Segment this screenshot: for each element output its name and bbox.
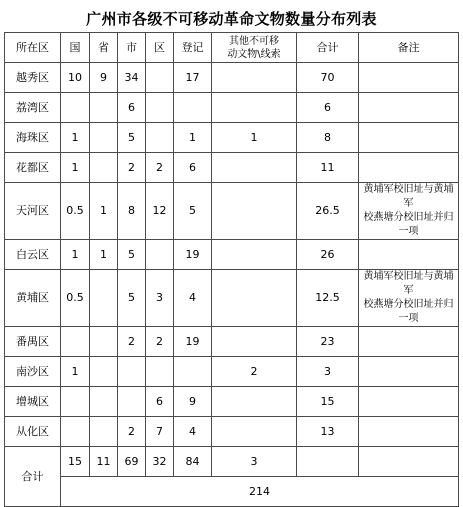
count-cell: 2 bbox=[118, 153, 146, 183]
count-cell: 0.5 bbox=[61, 270, 90, 327]
count-cell bbox=[212, 270, 297, 327]
count-cell: 1 bbox=[61, 357, 90, 387]
count-cell: 6 bbox=[118, 93, 146, 123]
count-cell: 26 bbox=[297, 240, 359, 270]
count-cell: 2 bbox=[212, 357, 297, 387]
count-cell: 19 bbox=[174, 240, 212, 270]
header-cell: 所在区 bbox=[5, 33, 61, 63]
count-cell bbox=[61, 327, 90, 357]
total-cell bbox=[297, 447, 359, 477]
note-cell bbox=[359, 357, 459, 387]
note-cell bbox=[359, 63, 459, 93]
count-cell: 0.5 bbox=[61, 183, 90, 240]
total-cell: 15 bbox=[61, 447, 90, 477]
table-row bbox=[5, 153, 459, 183]
header-cell: 备注 bbox=[359, 33, 459, 63]
count-cell: 5 bbox=[174, 183, 212, 240]
relic-distribution-table bbox=[4, 32, 459, 507]
count-cell: 2 bbox=[118, 327, 146, 357]
district-cell: 越秀区 bbox=[5, 63, 61, 93]
count-cell bbox=[174, 357, 212, 387]
district-cell: 从化区 bbox=[5, 417, 61, 447]
count-cell bbox=[90, 93, 118, 123]
count-cell: 1 bbox=[174, 123, 212, 153]
count-cell bbox=[90, 357, 118, 387]
note-cell: 黄埔军校旧址与黄埔军 校燕塘分校旧址并归 一项 bbox=[359, 270, 459, 327]
count-cell bbox=[146, 123, 174, 153]
header-cell: 合计 bbox=[297, 33, 359, 63]
count-cell bbox=[90, 417, 118, 447]
count-cell bbox=[61, 417, 90, 447]
header-row bbox=[5, 33, 459, 63]
total-cell: 84 bbox=[174, 447, 212, 477]
header-cell: 其他不可移 动文物\线索 bbox=[212, 33, 297, 63]
table-row bbox=[5, 327, 459, 357]
district-cell: 海珠区 bbox=[5, 123, 61, 153]
count-cell: 2 bbox=[118, 417, 146, 447]
note-cell bbox=[359, 153, 459, 183]
count-cell: 70 bbox=[297, 63, 359, 93]
count-cell: 1 bbox=[61, 123, 90, 153]
count-cell bbox=[212, 63, 297, 93]
district-cell: 番禺区 bbox=[5, 327, 61, 357]
count-cell bbox=[90, 387, 118, 417]
district-cell: 花都区 bbox=[5, 153, 61, 183]
count-cell: 4 bbox=[174, 417, 212, 447]
count-cell: 2 bbox=[146, 327, 174, 357]
count-cell: 6 bbox=[174, 153, 212, 183]
table-row bbox=[5, 387, 459, 417]
count-cell: 7 bbox=[146, 417, 174, 447]
count-cell: 9 bbox=[90, 63, 118, 93]
total-cell: 3 bbox=[212, 447, 297, 477]
count-cell: 17 bbox=[174, 63, 212, 93]
table-row bbox=[5, 93, 459, 123]
header-cell: 国 bbox=[61, 33, 90, 63]
total-cell: 32 bbox=[146, 447, 174, 477]
count-cell: 3 bbox=[146, 270, 174, 327]
count-cell: 26.5 bbox=[297, 183, 359, 240]
header-cell: 市 bbox=[118, 33, 146, 63]
count-cell bbox=[212, 153, 297, 183]
count-cell bbox=[146, 357, 174, 387]
count-cell: 23 bbox=[297, 327, 359, 357]
count-cell: 1 bbox=[90, 183, 118, 240]
note-cell bbox=[359, 93, 459, 123]
count-cell: 1 bbox=[90, 240, 118, 270]
count-cell bbox=[212, 93, 297, 123]
count-cell bbox=[146, 240, 174, 270]
table-row bbox=[5, 240, 459, 270]
district-cell: 南沙区 bbox=[5, 357, 61, 387]
district-cell: 增城区 bbox=[5, 387, 61, 417]
table-row bbox=[5, 63, 459, 93]
header-cell: 登记 bbox=[174, 33, 212, 63]
header-cell: 省 bbox=[90, 33, 118, 63]
count-cell bbox=[118, 387, 146, 417]
count-cell bbox=[174, 93, 212, 123]
note-cell bbox=[359, 327, 459, 357]
district-cell: 白云区 bbox=[5, 240, 61, 270]
count-cell bbox=[212, 183, 297, 240]
count-cell bbox=[212, 327, 297, 357]
district-cell: 荔湾区 bbox=[5, 93, 61, 123]
count-cell bbox=[90, 123, 118, 153]
count-cell: 12 bbox=[146, 183, 174, 240]
table-row bbox=[5, 270, 459, 327]
count-cell bbox=[61, 387, 90, 417]
count-cell: 11 bbox=[297, 153, 359, 183]
count-cell: 5 bbox=[118, 240, 146, 270]
count-cell: 9 bbox=[174, 387, 212, 417]
totals-label: 合计 bbox=[5, 447, 61, 507]
note-cell bbox=[359, 240, 459, 270]
table-row bbox=[5, 417, 459, 447]
count-cell: 8 bbox=[297, 123, 359, 153]
count-cell: 3 bbox=[297, 357, 359, 387]
count-cell bbox=[212, 387, 297, 417]
count-cell: 2 bbox=[146, 153, 174, 183]
count-cell bbox=[146, 93, 174, 123]
count-cell: 19 bbox=[174, 327, 212, 357]
count-cell bbox=[118, 357, 146, 387]
count-cell: 1 bbox=[61, 240, 90, 270]
count-cell: 6 bbox=[146, 387, 174, 417]
count-cell bbox=[90, 153, 118, 183]
count-cell: 8 bbox=[118, 183, 146, 240]
district-cell: 天河区 bbox=[5, 183, 61, 240]
district-cell: 黄埔区 bbox=[5, 270, 61, 327]
total-cell: 69 bbox=[118, 447, 146, 477]
grand-total: 214 bbox=[61, 477, 459, 507]
count-cell: 1 bbox=[212, 123, 297, 153]
totals-row bbox=[5, 447, 459, 477]
page-title: 广州市各级不可移动革命文物数量分布列表 bbox=[86, 10, 377, 28]
count-cell: 4 bbox=[174, 270, 212, 327]
count-cell: 10 bbox=[61, 63, 90, 93]
table-row bbox=[5, 123, 459, 153]
count-cell bbox=[90, 327, 118, 357]
note-cell bbox=[359, 123, 459, 153]
total-cell bbox=[359, 447, 459, 477]
count-cell: 6 bbox=[297, 93, 359, 123]
count-cell: 15 bbox=[297, 387, 359, 417]
count-cell bbox=[146, 63, 174, 93]
table-row bbox=[5, 183, 459, 240]
grand-total-row bbox=[5, 477, 459, 507]
count-cell: 5 bbox=[118, 270, 146, 327]
header-cell: 区 bbox=[146, 33, 174, 63]
note-cell bbox=[359, 387, 459, 417]
count-cell: 12.5 bbox=[297, 270, 359, 327]
total-cell: 11 bbox=[90, 447, 118, 477]
count-cell bbox=[61, 93, 90, 123]
note-cell: 黄埔军校旧址与黄埔军 校燕塘分校旧址并归 一项 bbox=[359, 183, 459, 240]
count-cell bbox=[90, 270, 118, 327]
count-cell: 5 bbox=[118, 123, 146, 153]
note-cell bbox=[359, 417, 459, 447]
count-cell bbox=[212, 417, 297, 447]
count-cell: 1 bbox=[61, 153, 90, 183]
count-cell: 34 bbox=[118, 63, 146, 93]
count-cell: 13 bbox=[297, 417, 359, 447]
count-cell bbox=[212, 240, 297, 270]
table-row bbox=[5, 357, 459, 387]
